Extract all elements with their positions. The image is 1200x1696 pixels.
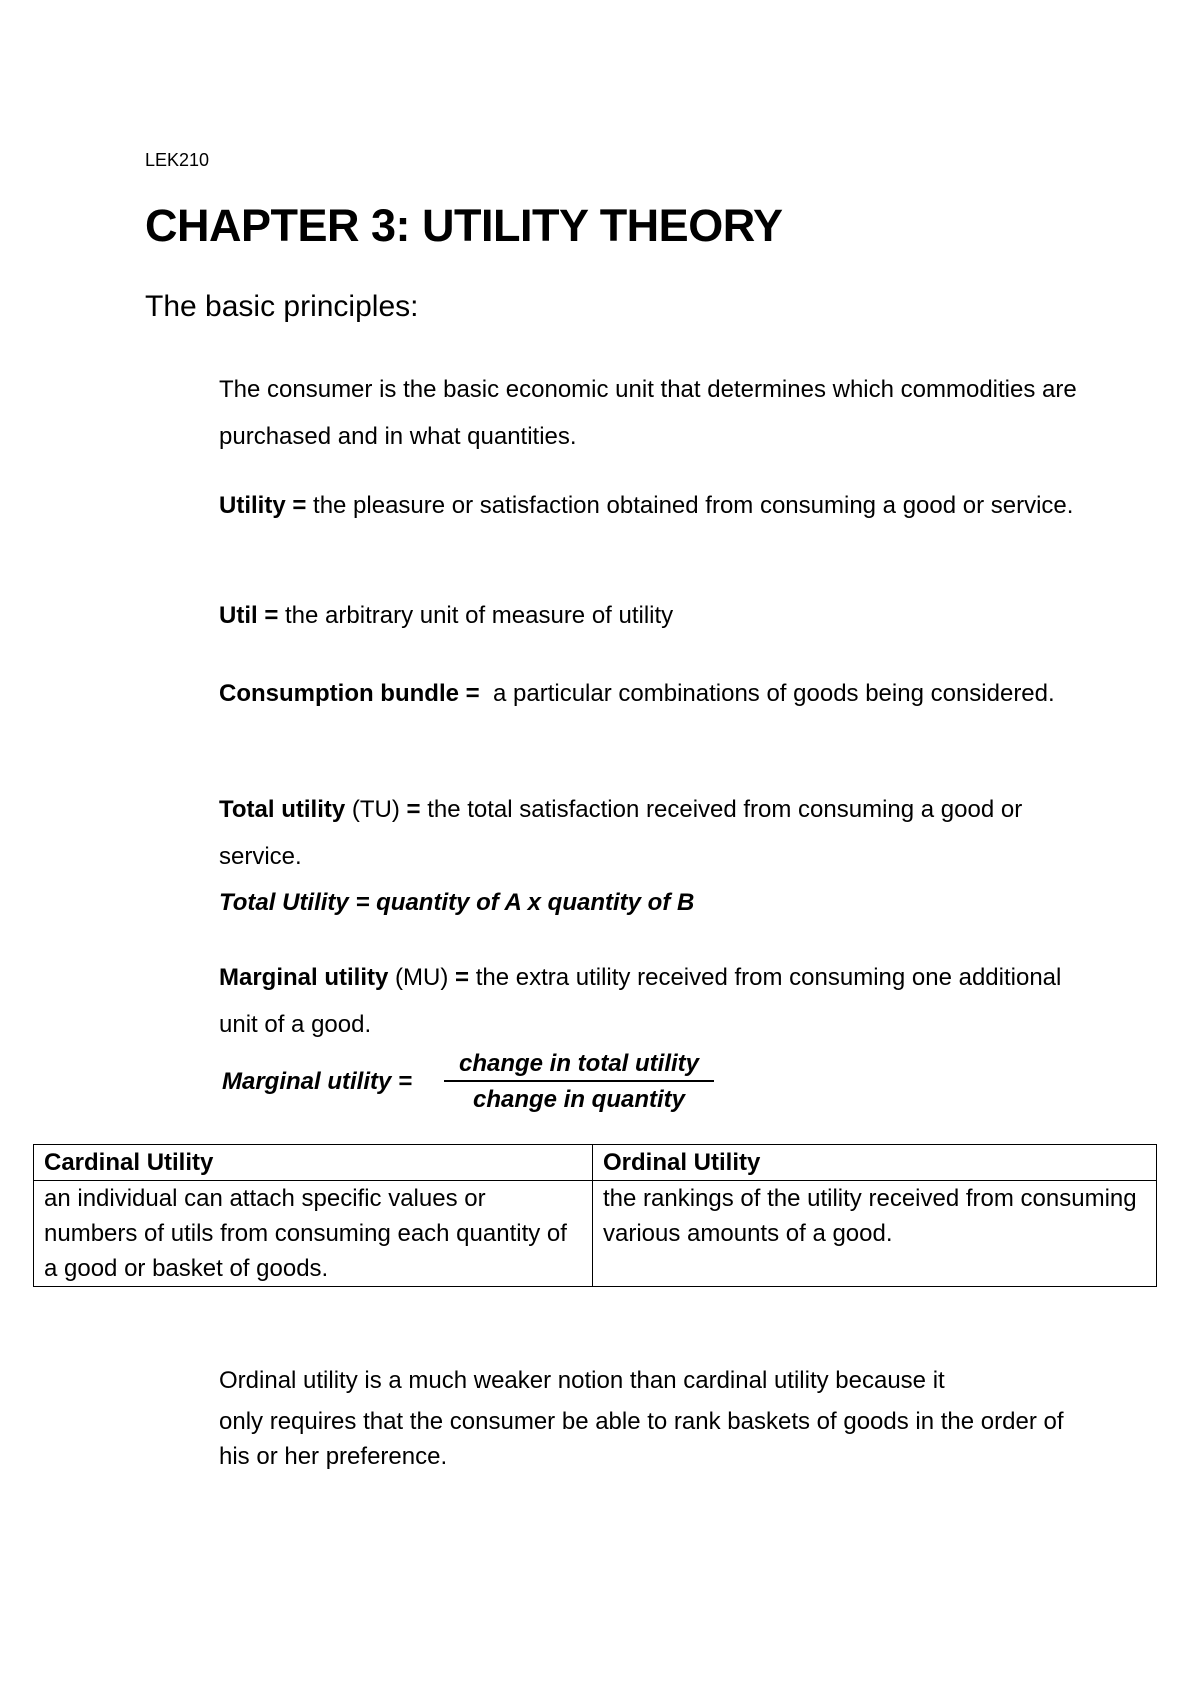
utility-term: Utility = <box>219 492 307 519</box>
mu-fraction <box>444 1050 714 1114</box>
section-subtitle: The basic principles: <box>145 290 419 323</box>
bundle-definition <box>219 670 1099 717</box>
tu-def: the total satisfaction received from consuming a good or service. <box>219 796 1023 870</box>
util-def: the arbitrary unit of measure of utility <box>278 602 674 629</box>
mu-formula-label: Marginal utility = <box>222 1068 413 1095</box>
header-cardinal: Cardinal Utility <box>34 1145 593 1181</box>
marginal-utility-formula <box>222 1050 742 1120</box>
total-utility-formula: Total Utility = quantity of A x quantity of B <box>219 889 695 916</box>
header-ordinal: Ordinal Utility <box>593 1145 1157 1181</box>
mu-numerator: change in total utility <box>444 1050 714 1082</box>
utility-definition <box>219 482 1099 529</box>
mu-def: the extra utility received from consuming one additional unit of a good. <box>219 964 1062 1038</box>
tu-term: Total utility <box>219 796 346 823</box>
closing-line-2: only requires that the consumer be able to rank baskets of goods in the order of his or her preference. <box>219 1408 1064 1470</box>
tu-eq: = <box>406 796 421 823</box>
closing-paragraph <box>219 1357 1099 1474</box>
table-row <box>34 1181 1157 1287</box>
bundle-term: Consumption bundle = <box>219 680 480 707</box>
cell-ordinal-def: the rankings of the utility received from consuming various amounts of a good. <box>593 1181 1157 1287</box>
total-utility-definition <box>219 786 1099 880</box>
consumer-paragraph: The consumer is the basic economic unit that determines which commodities are purchased and in what quantities. <box>219 376 1077 450</box>
mu-denominator: change in quantity <box>472 1086 685 1113</box>
table-header-row <box>34 1145 1157 1181</box>
chapter-title: CHAPTER 3: UTILITY THEORY <box>145 200 783 251</box>
cell-cardinal-def: an individual can attach specific values or numbers of utils from consuming each quantity of a good or basket of goods. <box>34 1181 593 1287</box>
bundle-def: a particular combinations of goods being considered. <box>479 680 1055 707</box>
mu-term: Marginal utility <box>219 964 389 991</box>
mu-eq: = <box>455 964 470 991</box>
closing-line-1: Ordinal utility is a much weaker notion than cardinal utility because it <box>219 1367 945 1394</box>
course-code: LEK210 <box>145 150 210 170</box>
marginal-utility-definition <box>219 954 1099 1048</box>
utility-comparison-table <box>33 1144 1157 1287</box>
tu-abbr: (TU) <box>345 796 407 823</box>
utility-def: the pleasure or satisfaction obtained from consuming a good or service. <box>306 492 1074 519</box>
mu-abbr: (MU) <box>388 964 456 991</box>
util-term: Util = <box>219 602 279 629</box>
util-definition <box>219 592 1099 639</box>
